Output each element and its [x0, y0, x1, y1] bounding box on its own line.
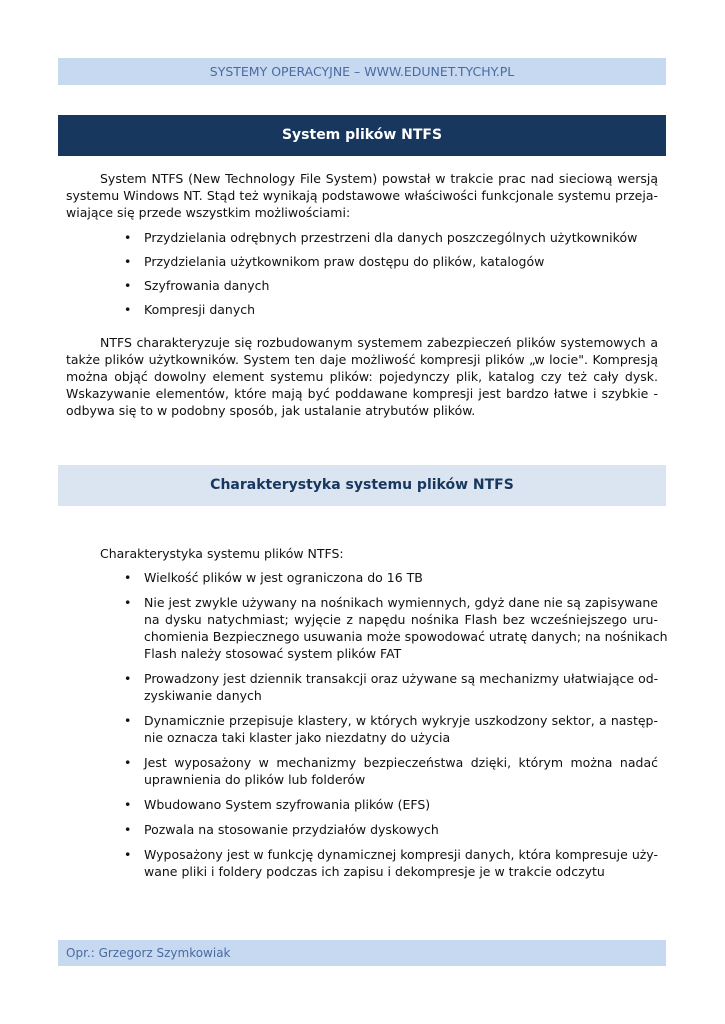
- text-line: nie oznacza taki klaster jako niezdatny do użycia: [144, 730, 451, 745]
- text-line: Wyposażony jest w funkcję dynamicznej kompresji danych, która kompresuje uży-: [144, 847, 658, 862]
- text-line: zyskiwanie danych: [144, 688, 262, 703]
- bullet-icon: •: [124, 713, 132, 728]
- bullet-icon: •: [124, 570, 132, 585]
- item-text: Przydzielania odrębnych przestrzeni dla danych poszczególnych użytkowników: [144, 230, 638, 245]
- bullet-icon: •: [124, 595, 132, 610]
- section-title-text: Charakterystyka systemu plików NTFS: [210, 477, 514, 493]
- bullet-icon: •: [124, 278, 132, 293]
- list-item: [124, 846, 658, 880]
- header-text: SYSTEMY OPERACYJNE – WWW.EDUNET.TYCHY.PL: [209, 64, 515, 79]
- text-line: NTFS charakteryzuje się rozbudowanym systemem zabezpieczeń plików systemowych a: [100, 335, 658, 350]
- section-title-characteristics: [58, 465, 666, 506]
- intro-paragraph: [66, 170, 658, 221]
- text-line: chomienia Bezpiecznego usuwania może spowodować utratę danych; na nośnikach: [144, 629, 668, 644]
- list-item: [124, 229, 658, 246]
- text-line: można objąć dowolny element systemu plików: pojedynczy plik, katalog czy też cały dysk.: [66, 369, 658, 384]
- list-item: [124, 712, 658, 746]
- text-line: także plików użytkowników. System ten daje możliwość kompresji plików „w locie". Kompresją: [66, 352, 658, 367]
- page-header: [58, 58, 666, 85]
- text-line: uprawnienia do plików lub folderów: [144, 772, 366, 787]
- page-footer: [58, 940, 666, 966]
- author-text: Opr.: Grzegorz Szymkowiak: [66, 946, 231, 960]
- list-item: [124, 253, 658, 270]
- bullet-icon: •: [124, 822, 132, 837]
- text-line: wane pliki i foldery podczas ich zapisu i dekompresje je w trakcie odczytu: [144, 864, 605, 879]
- characteristics-intro: Charakterystyka systemu plików NTFS:: [100, 546, 344, 561]
- bullet-icon: •: [124, 847, 132, 862]
- list-item: [124, 594, 668, 662]
- text-line: wiające się przede wszystkim możliwościami:: [66, 205, 351, 220]
- list-item: [124, 754, 658, 788]
- list-item: [124, 569, 658, 586]
- item-text: Przydzielania użytkownikom praw dostępu do plików, katalogów: [144, 254, 545, 269]
- list-item: [124, 796, 658, 813]
- list-item: [124, 277, 658, 294]
- text-line: Jest wyposażony w mechanizmy bezpieczeństwa dzięki, którym można nadać: [144, 755, 658, 770]
- text-line: na dysku natychmiast; wyjęcie z napędu nośnika Flash bez wcześniejszego uru-: [144, 612, 658, 627]
- text-line: System NTFS (New Technology File System) powstał w trakcie prac nad sieciową wersją: [100, 171, 658, 186]
- text-line: Wbudowano System szyfrowania plików (EFS): [144, 797, 431, 812]
- text-line: Dynamicznie przepisuje klastery, w których wykryje uszkodzony sektor, a następ-: [144, 713, 658, 728]
- item-text: Szyfrowania danych: [144, 278, 270, 293]
- text-line: odbywa się to w podobny sposób, jak ustalanie atrybutów plików.: [66, 403, 476, 418]
- text-line: systemu Windows NT. Stąd też wynikają podstawowe właściwości funkcjonale systemu przeja-: [66, 188, 658, 203]
- text-line: Flash należy stosować system plików FAT: [144, 646, 402, 661]
- list-item: [124, 670, 658, 704]
- bullet-icon: •: [124, 671, 132, 686]
- bullet-icon: •: [124, 797, 132, 812]
- characteristics-list: [124, 569, 668, 888]
- bullet-icon: •: [124, 254, 132, 269]
- capabilities-list: [124, 229, 658, 325]
- security-paragraph: [66, 334, 658, 419]
- text-line: Wskazywanie elementów, które mają być poddawane kompresji jest bardzo łatwe i szybkie -: [66, 386, 658, 401]
- section-title-text: System plików NTFS: [281, 127, 443, 143]
- bullet-icon: •: [124, 230, 132, 245]
- list-item: [124, 821, 658, 838]
- text-line: Wielkość plików w jest ograniczona do 16 TB: [144, 570, 423, 585]
- item-text: Kompresji danych: [144, 302, 256, 317]
- bullet-icon: •: [124, 302, 132, 317]
- bullet-icon: •: [124, 755, 132, 770]
- section-title-ntfs: [58, 115, 666, 156]
- text-line: Prowadzony jest dziennik transakcji oraz używane są mechanizmy ułatwiające od-: [144, 671, 659, 686]
- text-line: Pozwala na stosowanie przydziałów dyskowych: [144, 822, 439, 837]
- list-item: [124, 301, 658, 318]
- text-line: Nie jest zwykle używany na nośnikach wymiennych, gdyż dane nie są zapisywane: [144, 595, 658, 610]
